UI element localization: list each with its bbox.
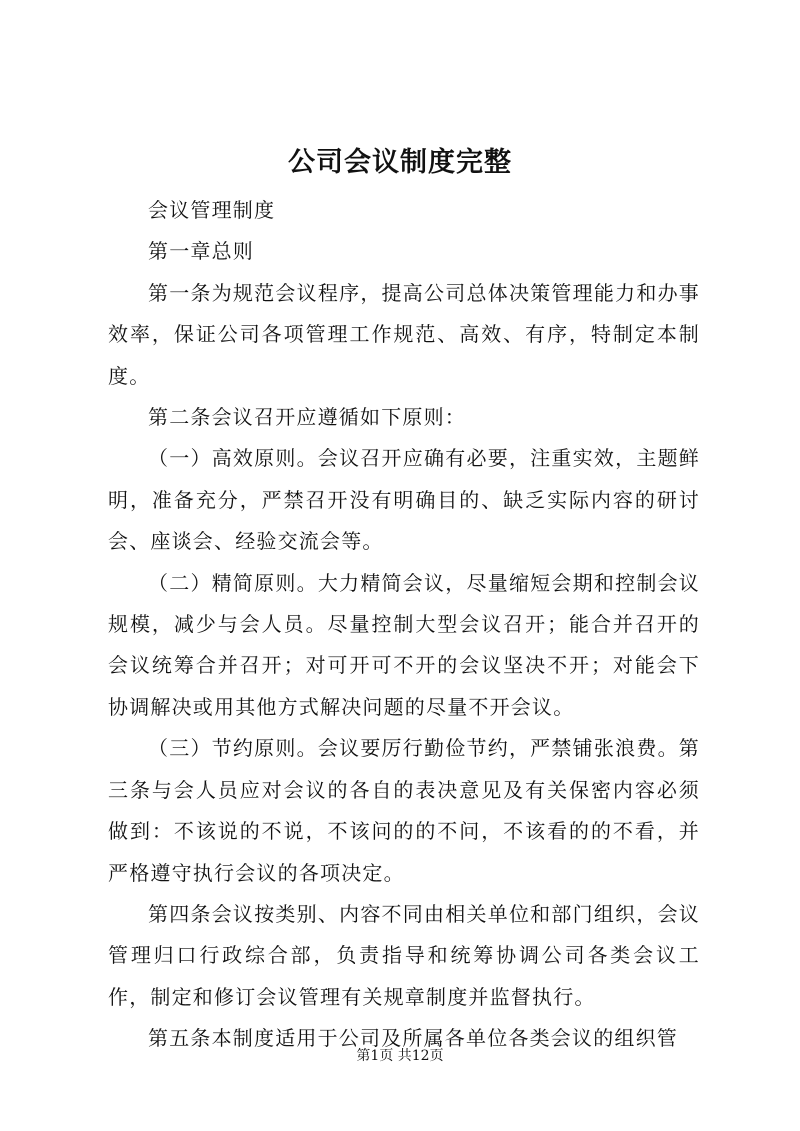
paragraph-meeting-management-system: 会议管理制度 — [148, 198, 276, 222]
paragraph-principle-simplification: （二）精简原则。大力精简会议，尽量缩短会期和控制会议规模，减少与会人员。尽量控制大型会议召开；能合并召开的会议统筹合并召开；对可开可不开的会议坚决不开；对能会下协调解决或用其他方式解决问题的尽量不开会议。 — [108, 570, 700, 719]
paragraph-article-two: 第二条会议召开应遵循如下原则： — [148, 405, 466, 430]
document-body — [108, 190, 700, 1060]
paragraph-principle-efficiency: （一）高效原则。会议召开应确有必要，注重实效，主题鲜明，准备充分，严禁召开没有明确目的、缺乏实际内容的研讨会、座谈会、经验交流会等。 — [108, 446, 700, 554]
document-title: 公司会议制度完整 — [288, 147, 512, 178]
paragraph-article-four: 第四条会议按类别、内容不同由相关单位和部门组织，会议管理归口行政综合部，负责指导和统筹协调公司各类会议工作，制定和修订会议管理有关规章制度并监督执行。 — [108, 901, 700, 1009]
paragraph-principle-economy-and-article-three: （三）节约原则。会议要厉行勤俭节约，严禁铺张浪费。第三条与会人员应对会议的各自的表决意见及有关保密内容必须做到：不该说的不说，不该问的的不问，不该看的的不看，并严格遵守执行会议的各项决定。 — [108, 736, 700, 885]
paragraph-article-five: 第五条本制度适用于公司及所属各单位各类会议的组织管 — [148, 1026, 678, 1051]
page-number-footer: 第1页 共12页 — [356, 1048, 444, 1064]
paragraph-article-one: 第一条为规范会议程序，提高公司总体决策管理能力和办事效率，保证公司各项管理工作规范、高效、有序，特制定本制度。 — [108, 280, 700, 388]
paragraph-chapter-one-general-provisions: 第一章总则 — [148, 239, 254, 264]
